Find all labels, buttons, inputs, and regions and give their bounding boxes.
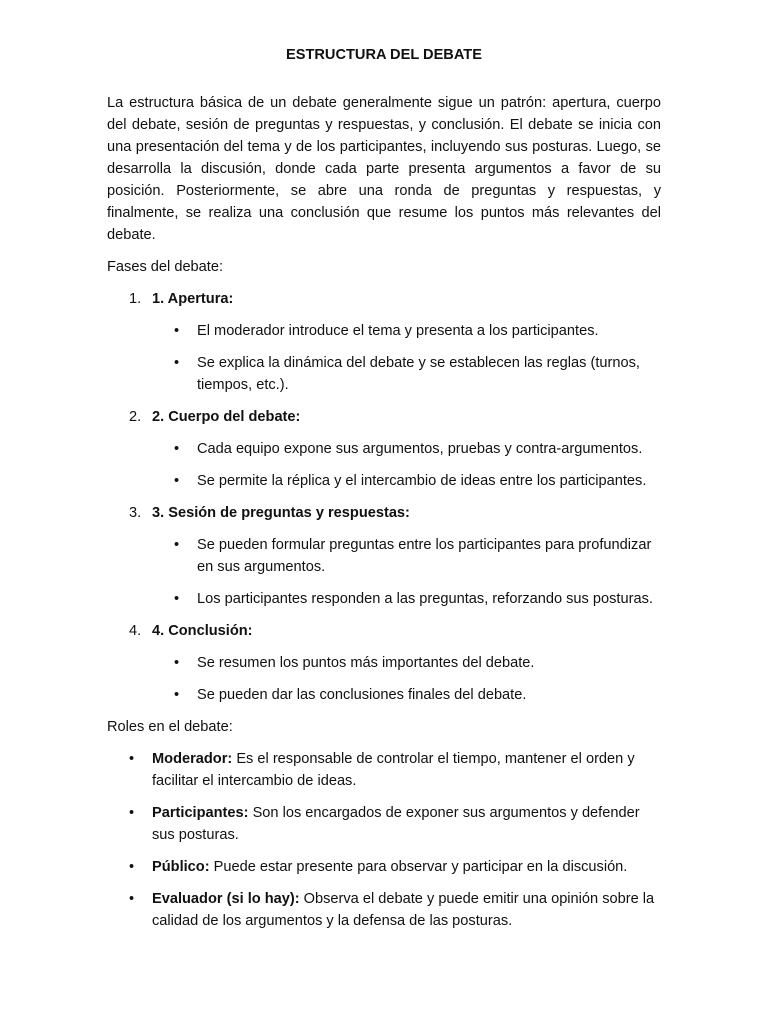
list-item-text: Se resumen los puntos más importantes del debate. (197, 655, 535, 671)
list-item-text: Se permite la réplica y el intercambio de ideas entre los participantes. (197, 473, 647, 489)
phase-sublist (152, 320, 661, 396)
list-item-text: Se pueden dar las conclusiones finales del debate. (197, 687, 527, 703)
list-item (152, 652, 661, 674)
phases-heading: Fases del debate: (107, 259, 224, 275)
role-name: Participantes: (152, 805, 249, 821)
role-name: Evaluador (si lo hay): (152, 891, 300, 907)
bullet-icon: • (174, 473, 180, 489)
list-item (152, 438, 661, 460)
role-description: Son los encargados de exponer sus argumentos y defender sus posturas. (152, 805, 640, 843)
role-name: Público: (152, 859, 210, 875)
role-item (107, 856, 661, 878)
bullet-icon: • (174, 687, 180, 703)
phase-number: 2. (129, 409, 142, 425)
role-name: Moderador: (152, 751, 233, 767)
phase-title: 4. Conclusión: (152, 623, 253, 639)
list-item-text: Cada equipo expone sus argumentos, pruebas y contra-argumentos. (197, 441, 643, 457)
bullet-icon: • (174, 441, 180, 457)
roles-list (107, 748, 661, 932)
document-page (107, 44, 661, 942)
bullet-icon: • (129, 891, 135, 907)
bullet-icon: • (129, 805, 135, 821)
phase-sublist (152, 652, 661, 706)
phase-title: 1. Apertura: (152, 291, 234, 307)
list-item-text: Se pueden formular preguntas entre los participantes para profundizar en sus argumentos. (197, 537, 652, 575)
phase-item (107, 620, 661, 706)
phase-number: 1. (129, 291, 142, 307)
list-item (152, 320, 661, 342)
bullet-icon: • (174, 355, 180, 371)
list-item-text: Los participantes responden a las preguntas, reforzando sus posturas. (197, 591, 653, 607)
roles-heading: Roles en el debate: (107, 719, 233, 735)
phase-item (107, 288, 661, 396)
list-item (152, 684, 661, 706)
phase-sublist (152, 438, 661, 492)
bullet-icon: • (174, 591, 180, 607)
role-item (107, 802, 661, 846)
bullet-icon: • (174, 323, 180, 339)
phase-number: 3. (129, 505, 142, 521)
list-item-text: Se explica la dinámica del debate y se establecen las reglas (turnos, tiempos, etc.). (197, 355, 640, 393)
phase-item (107, 502, 661, 610)
list-item (152, 534, 661, 578)
bullet-icon: • (174, 655, 180, 671)
list-item (152, 352, 661, 396)
list-item (152, 588, 661, 610)
phase-title: 2. Cuerpo del debate: (152, 409, 301, 425)
list-item (152, 470, 661, 492)
list-item-text: El moderador introduce el tema y presenta a los participantes. (197, 323, 599, 339)
bullet-icon: • (174, 537, 180, 553)
intro-paragraph: La estructura básica de un debate generalmente sigue un patrón: apertura, cuerpo del debate, sesión de preguntas y respuestas, y conclusión. El debate se inicia con una presentación del tema y de los participantes, incluyendo sus posturas. Luego, se desarrolla la discusión, donde cada parte presenta argumentos a favor de su posición. Posteriormente, se abre una ronda de preguntas y respuestas, y finalmente, se realiza una conclusión que resume los puntos más relevantes del debate. (107, 95, 661, 243)
phase-number: 4. (129, 623, 142, 639)
phase-item (107, 406, 661, 492)
document-title: ESTRUCTURA DEL DEBATE (286, 47, 482, 63)
phase-title: 3. Sesión de preguntas y respuestas: (152, 505, 410, 521)
bullet-icon: • (129, 859, 135, 875)
phase-sublist (152, 534, 661, 610)
role-item (107, 888, 661, 932)
role-description: Observa el debate y puede emitir una opinión sobre la calidad de los argumentos y la defensa de las posturas. (152, 891, 655, 929)
phases-list (107, 288, 661, 706)
role-description: Es el responsable de controlar el tiempo, mantener el orden y facilitar el intercambio de ideas. (152, 751, 635, 789)
bullet-icon: • (129, 751, 135, 767)
role-description: Puede estar presente para observar y participar en la discusión. (209, 859, 628, 875)
role-item (107, 748, 661, 792)
